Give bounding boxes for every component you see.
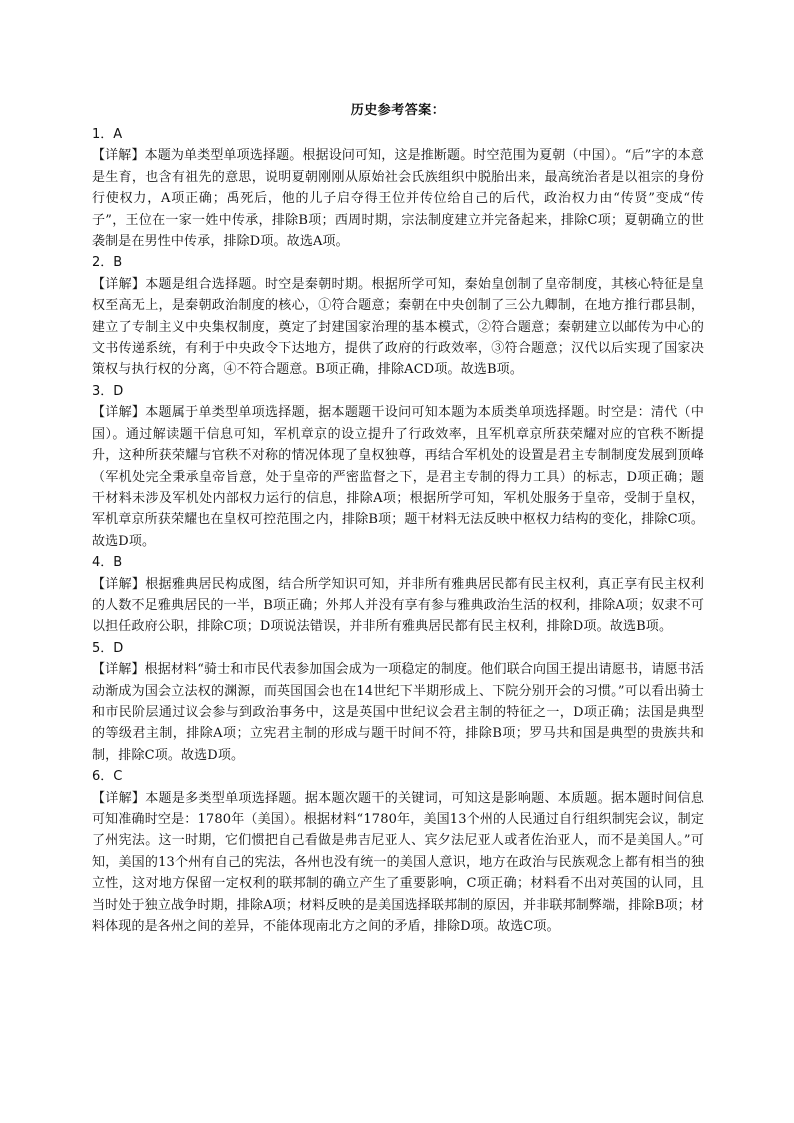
answer-item-4 [92, 552, 704, 638]
answer-explanation: 【详解】本题为单类型单项选择题。根据设问可知，这是推断题。时空范围为夏朝（中国）。“后”字的本意是生育，也含有祖先的意思，说明夏朝刚刚从原始社会氏族组织中脱胎出来，最高统治者是以祖宗的身份行使权力，A项正确；禹死后，他的儿子启夺得王位并传位给自己的后代，政治权力由“传贤”变成“传子”，王位在一家一姓中传承，排除B项；西周时期，宗法制度建立并完备起来，排除C项；夏朝确立的世袭制是在男性中传承，排除D项。故选A项。 [92, 148, 704, 250]
answer-item-5 [92, 638, 704, 766]
answer-item-2 [92, 252, 704, 380]
answer-explanation: 【详解】根据材料“骑士和市民代表参加国会成为一项稳定的制度。他们联合向国王提出请愿书，请愿书活动渐成为国会立法权的渊源，而英国国会也在14世纪下半期形成上、下院分别开会的习惯。”可以看出骑士和市民阶层通过议会参与到政治事务中，这是英国中世纪议会君主制的特征之一，D项正确；法国是典型的等级君主制，排除A项；立宪君主制的形成与题干时间不符，排除B项；罗马共和国是典型的贵族共和制，排除C项。故选D项。 [92, 662, 704, 763]
answer-number: 1．A [92, 127, 123, 142]
answer-explanation: 【详解】本题是组合选择题。时空是秦朝时期。根据所学可知，秦始皇创制了皇帝制度，其核心特征是皇权至高无上，是秦朝政治制度的核心，①符合题意；秦朝在中央创制了三公九卿制，在地方推行郡县制，建立了专制主义中央集权制度，奠定了封建国家治理的基本模式，②符合题意；秦朝建立以邮传为中心的文书传递系统，有利于中央政令下达地方，提供了政府的行政效率，③符合题意；汉代以后实现了国家决策权与执行权的分离，④不符合题意。B项正确，排除ACD项。故选B项。 [92, 276, 704, 378]
answer-item-6 [92, 766, 704, 937]
answer-number: 2．B [92, 255, 123, 271]
answer-item-1 [92, 124, 704, 252]
answer-item-3 [92, 381, 704, 552]
page-title: 历史参考答案： [350, 103, 446, 118]
answer-explanation: 【详解】根据雅典居民构成图，结合所学知识可知，并非所有雅典居民都有民主权利，真正享有民主权利的人数不足雅典居民的一半，B项正确；外邦人并没有享有参与雅典政治生活的权利，排除A项；奴隶不可以担任政府公职，排除C项；D项说法错误，并非所有雅典居民都有民主权利，排除D项。故选B项。 [92, 576, 704, 635]
answer-explanation: 【详解】本题属于单类型单项选择题，据本题题干设问可知本题为本质类单项选择题。时空是：清代（中国）。通过解读题干信息可知，军机章京的设立提升了行政效率，且军机章京所获荣耀对应的官秩不断提升，这种所获荣耀与官秩不对称的情况体现了皇权独尊，再结合军机处的设置是君主专制制度发展到顶峰（军机处完全秉承皇帝旨意，处于皇帝的严密监督之下，是君主专制的得力工具）的标志，D项正确；题干材料未涉及军机处内部权力运行的信息，排除A项；根据所学可知，军机处服务于皇帝，受制于皇权，军机章京所获荣耀也在皇权可控范围之内，排除B项；题干材料无法反映中枢权力结构的变化，排除C项。故选D项。 [92, 405, 704, 549]
answer-explanation: 【详解】本题是多类型单项选择题。据本题次题干的关键词，可知这是影响题、本质题。据本题时间信息可知准确时空是：1780年（美国）。根据材料“1780年，美国13个州的人民通过自行组织制宪会议，制定了州宪法。这一时期，它们惯把自己看做是弗吉尼亚人、宾夕法尼亚人或者佐治亚人，而不是美国人。”可知，美国的13个州有自己的宪法，各州也没有统一的美国人意识，地方在政治与民族观念上都有相当的独立性，这对地方保留一定权利的联邦制的确立产生了重要影响，C项正确；材料看不出对英国的认同，且当时处于独立战争时期，排除A项；材料反映的是美国选择联邦制的原因，并非联邦制弊端，排除B项；材料体现的是各州之间的差异，不能体现南北方之间的矛盾，排除D项。故选C项。 [92, 790, 704, 935]
answer-sheet [92, 100, 704, 937]
answer-number: 4．B [92, 555, 123, 571]
answer-number: 5．D [92, 640, 124, 656]
answer-number: 3．D [92, 383, 124, 399]
answer-number: 6．C [92, 769, 123, 785]
